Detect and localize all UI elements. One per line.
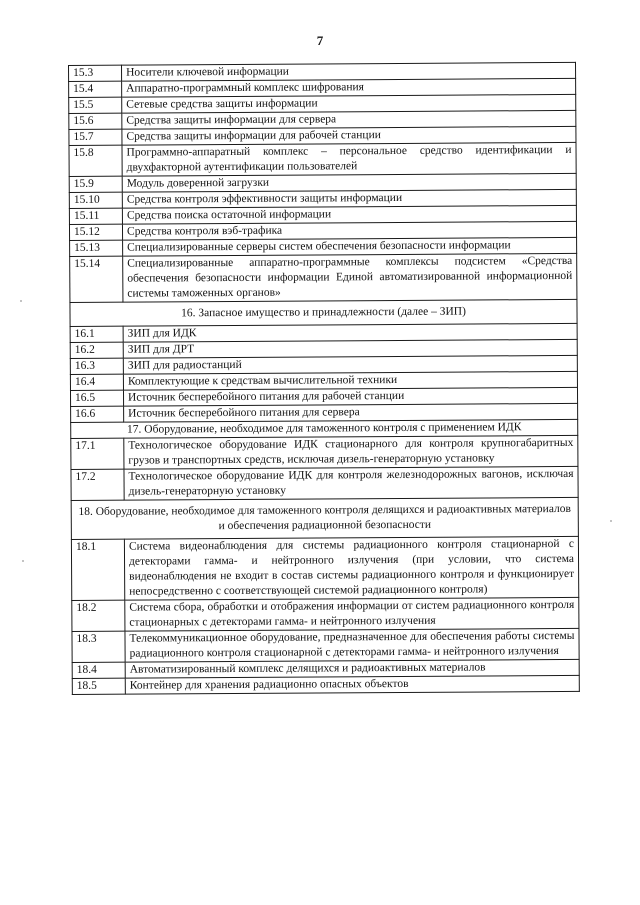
table-row [71,435,578,469]
table-row [72,597,579,631]
item-text: Средства защиты информации для рабочей станции [122,126,576,145]
item-number: 15.6 [69,113,122,129]
section-heading: 18. Оборудование, необходимое для таможенного контроля делящихся и радиоактивных материалов и обеспечения радиационной безопасности [71,497,578,539]
table-row [72,628,579,662]
item-number: 15.11 [69,208,122,224]
item-number: 15.8 [69,145,122,176]
item-text: Технологическое оборудование ИДК для контроля железнодорожных вагонов, исключая дизель-генераторную установку [124,466,578,500]
item-text: Специализированные серверы систем обеспечения безопасности информации [123,237,577,256]
item-text: Специализированные аппаратно-программные комплексы подсистем «Средства обеспечения безопасности информации Единой автоматизированной информационной системы таможенных органов» [123,253,577,302]
item-text: Аппаратно-программный комплекс шифрования [122,78,576,97]
scan-speck [22,560,24,562]
item-number: 15.4 [69,81,122,97]
item-text: Комплектующие к средствам вычислительной техники [123,371,577,390]
scan-speck [20,300,22,302]
item-number: 15.9 [69,176,122,192]
section-heading: 16. Запасное имущество и принадлежности (далее – ЗИП) [70,299,577,326]
item-number: 18.5 [72,678,125,694]
page-number: 7 [316,33,324,48]
item-number: 15.13 [70,240,123,256]
item-number: 17.2 [71,469,124,500]
item-number: 16.6 [71,406,124,422]
item-number: 15.12 [69,224,122,240]
item-number: 17.1 [71,438,124,469]
item-number: 18.3 [72,631,125,662]
item-text: Автоматизированный комплекс делящихся и радиоактивных материалов [125,659,579,678]
item-number: 15.5 [69,97,122,113]
item-text: ЗИП для радиостанций [123,355,577,374]
table-row [70,253,577,302]
item-number: 18.2 [72,600,125,631]
item-text: Средства контроля вэб-трафика [122,221,576,240]
item-text: Программно-аппаратный комплекс – персональное средство идентификации и двухфакторной аутентификации пользователей [122,142,576,176]
table-row [71,536,578,600]
item-text: Средства поиска остаточной информации [122,205,576,224]
equipment-list-table [68,62,580,695]
item-text: Средства контроля эффективности защиты информации [122,189,576,208]
item-number: 16.4 [70,374,123,390]
item-text: Источник бесперебойного питания для сервера [124,403,578,422]
item-number: 16.3 [70,358,123,374]
item-text: Сетевые средства защиты информации [122,94,576,113]
section-heading-row [71,497,578,539]
item-text: Контейнер для хранения радиационно опасных объектов [125,675,579,694]
item-number: 16.5 [70,390,123,406]
item-number: 15.14 [70,256,123,302]
item-text: Средства защиты информации для сервера [122,110,576,129]
item-text: Модуль доверенной загрузки [122,173,576,192]
section-heading: 17. Оборудование, необходимое для таможенного контроля с применением ИДК [71,419,578,438]
item-text: ЗИП для ДРТ [123,339,577,358]
item-number: 18.4 [72,662,125,678]
item-text: Система видеонаблюдения для системы радиационного контроля стационарной с детекторами гамма- и нейтронного излучения (при условии, что система видеонаблюдения не входит в состав системы радиационного контроля и функционирует непосредственно с соответствующей системой радиационного контроля) [124,536,578,600]
item-number: 15.7 [69,129,122,145]
item-number: 15.10 [69,192,122,208]
item-text: Технологическое оборудование ИДК стационарного для контроля крупногабаритных грузов и транспортных средств, исключая дизель-генераторную установку [124,435,578,469]
item-number: 18.1 [71,539,124,600]
item-text: Телекоммуникационное оборудование, предназначенное для обеспечения работы системы радиационного контроля стационарной с детекторами гамма- и нейтронного излучения [125,628,579,662]
table-row [71,466,578,500]
table-row [72,675,579,694]
item-text: Носители ключевой информации [122,62,576,81]
item-text: ЗИП для ИДК [123,323,577,342]
item-number: 16.1 [70,326,123,342]
item-text: Система сбора, обработки и отображения информации от систем радиационного контроля стационарных с детекторами гамма- и нейтронного излучения [125,597,579,631]
table-row [69,142,576,176]
item-text: Источник бесперебойного питания для рабочей станции [123,387,577,406]
item-number: 15.3 [69,65,122,81]
scan-speck [610,520,612,522]
item-number: 16.2 [70,342,123,358]
section-heading-row [70,299,577,326]
